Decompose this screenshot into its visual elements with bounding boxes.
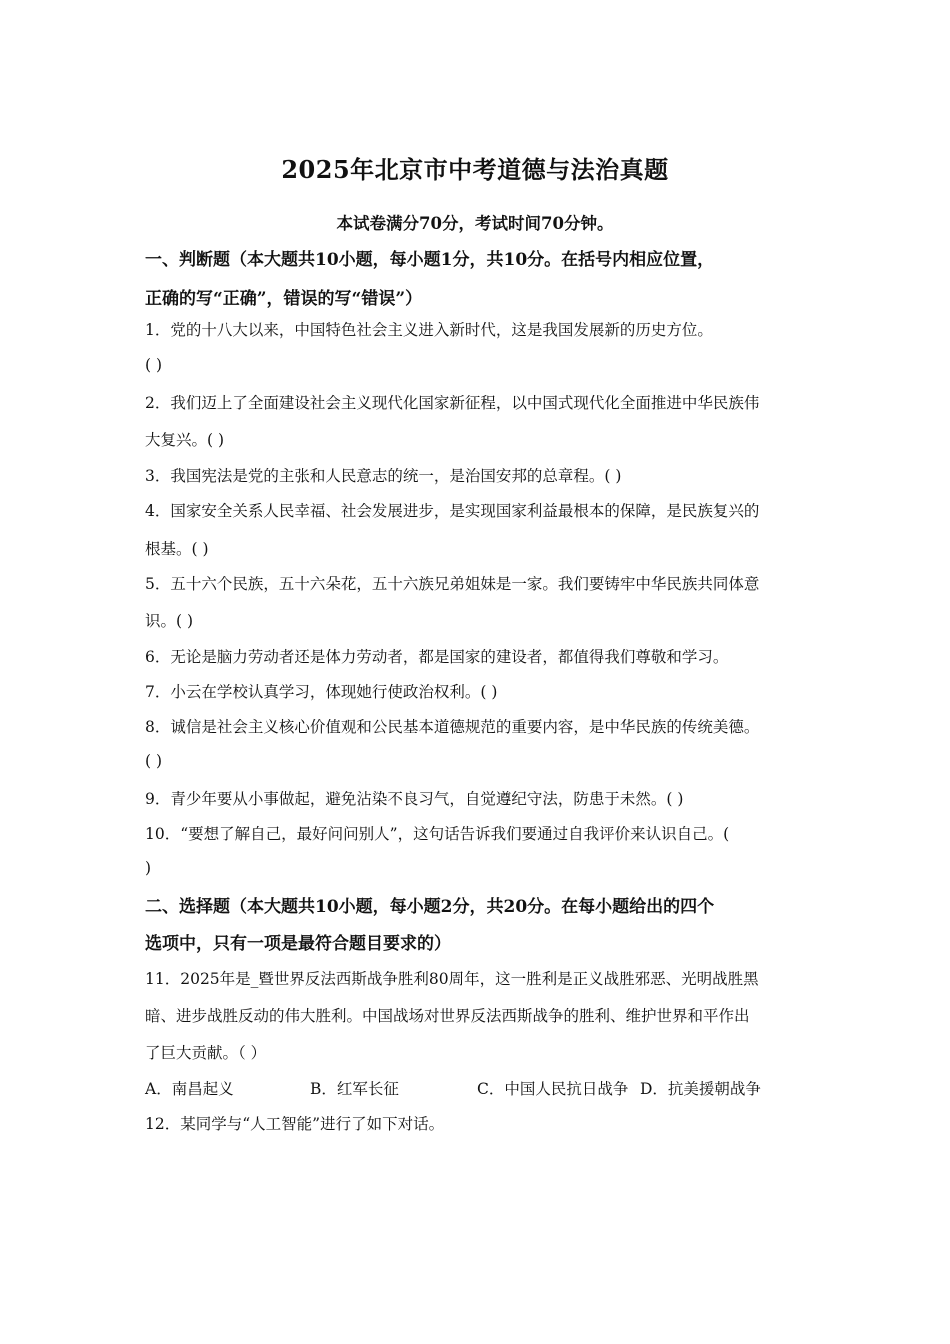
exam-info: 本试卷满分70分，考试时间70分钟。 bbox=[336, 214, 614, 233]
question-5-cont: 识。( ) bbox=[145, 612, 194, 630]
question-8: 8．诚信是社会主义核心价值观和公民基本道德规范的重要内容，是中华民族的传统美德。 bbox=[145, 718, 760, 736]
question-4-cont: 根基。( ) bbox=[145, 540, 209, 558]
question-4: 4．国家安全关系人民幸福、社会发展进步，是实现国家利益最根本的保障，是民族复兴的 bbox=[145, 502, 760, 520]
question-2-cont: 大复兴。( ) bbox=[145, 431, 225, 449]
section1-heading-cont: 正确的写“正确”，错误的写“错误”） bbox=[145, 289, 423, 309]
question-10-cont: ) bbox=[145, 859, 152, 877]
page-title: 2025年北京市中考道德与法治真题 bbox=[281, 155, 669, 184]
answer-bracket-1: ( ) bbox=[145, 356, 163, 374]
question-3: 3．我国宪法是党的主张和人民意志的统一，是治国安邦的总章程。( ) bbox=[145, 467, 622, 485]
question-1: 1．党的十八大以来，中国特色社会主义进入新时代，这是我国发展新的历史方位。 bbox=[145, 321, 713, 339]
question-7: 7．小云在学校认真学习，体现她行使政治权利。( ) bbox=[145, 683, 498, 701]
section1-heading: 一、判断题（本大题共10小题，每小题1分，共10分。在括号内相应位置， bbox=[145, 250, 715, 270]
question-2: 2．我们迈上了全面建设社会主义现代化国家新征程，以中国式现代化全面推进中华民族伟 bbox=[145, 394, 760, 412]
option-b: B．红军长征 bbox=[310, 1080, 399, 1098]
question-11: 11．2025年是_暨世界反法西斯战争胜利80周年，这一胜利是正义战胜邪恶、光明战胜黑 bbox=[145, 970, 759, 988]
question-11-cont2: 了巨大贡献。（ ） bbox=[145, 1044, 267, 1062]
option-d: D．抗美援朝战争 bbox=[640, 1080, 761, 1098]
question-9: 9．青少年要从小事做起，避免沾染不良习气，自觉遵纪守法，防患于未然。( ) bbox=[145, 790, 684, 808]
section2-heading: 二、选择题（本大题共10小题，每小题2分，共20分。在每小题给出的四个 bbox=[145, 897, 715, 917]
question-11-cont: 暗、进步战胜反动的伟大胜利。中国战场对世界反法西斯战争的胜利、维护世界和平作出 bbox=[145, 1007, 750, 1025]
option-c: C．中国人民抗日战争 bbox=[477, 1080, 629, 1098]
section2-heading-cont: 选项中，只有一项是最符合题目要求的） bbox=[145, 934, 451, 954]
question-10: 10．“要想了解自己，最好问问别人”，这句话告诉我们要通过自我评价来认识自己。( bbox=[145, 825, 730, 843]
question-12: 12．某同学与“人工智能”进行了如下对话。 bbox=[145, 1115, 445, 1133]
option-a: A．南昌起义 bbox=[145, 1080, 234, 1098]
question-6: 6．无论是脑力劳动者还是体力劳动者，都是国家的建设者，都值得我们尊敬和学习。 bbox=[145, 648, 729, 666]
question-5: 5．五十六个民族，五十六朵花，五十六族兄弟姐妹是一家。我们要铸牢中华民族共同体意 bbox=[145, 575, 760, 593]
answer-bracket-8: ( ) bbox=[145, 752, 163, 770]
